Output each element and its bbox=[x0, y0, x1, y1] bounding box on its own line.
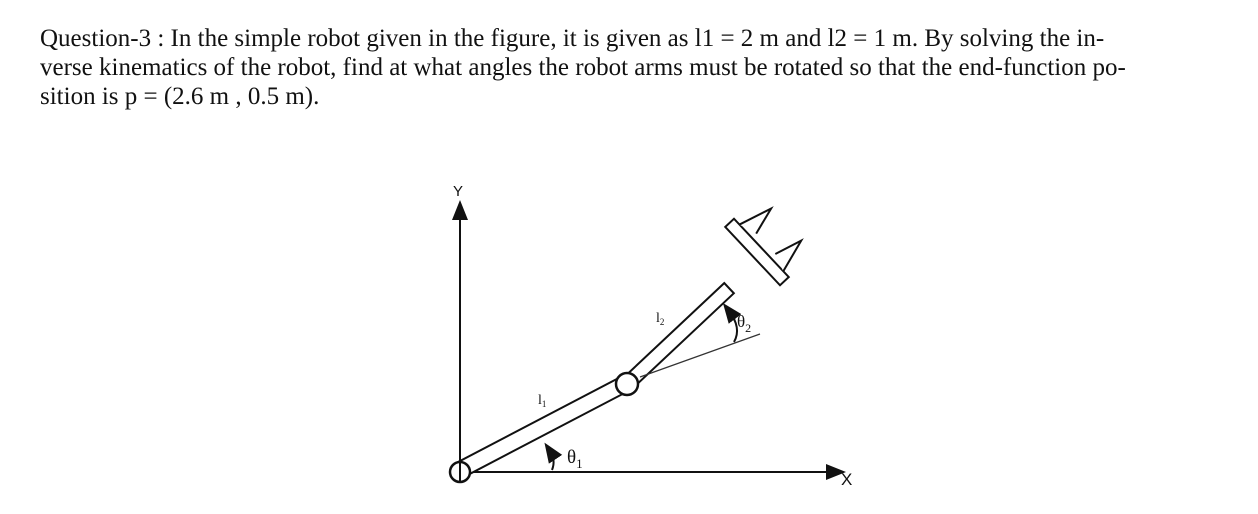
question-line-3: sition is p = (2.6 m , 0.5 m). bbox=[40, 83, 320, 110]
end-effector-gripper bbox=[725, 195, 813, 285]
theta1-label: $\theta_1$ bbox=[567, 447, 583, 471]
theta2-label: $\theta_2$ bbox=[737, 312, 752, 335]
y-axis-label: Y bbox=[453, 183, 464, 200]
x-axis-label: X bbox=[841, 470, 853, 489]
question-line-2: verse kinematics of the robot, find at what angles the robot arms must be rotated so that the end-function po- bbox=[40, 54, 1126, 81]
theta1-arc bbox=[550, 451, 554, 470]
elbow-joint bbox=[616, 373, 638, 395]
base-joint bbox=[450, 462, 470, 482]
link2-label: $l_2$ bbox=[656, 311, 665, 327]
link-2 bbox=[622, 283, 734, 389]
link1-label: $l_1$ bbox=[538, 393, 547, 409]
link-1 bbox=[456, 377, 627, 477]
question-line-1: Question-3 : In the simple robot given in the figure, it is given as l1 = 2 m and l2 = 1 m. By solving the in- bbox=[40, 25, 1105, 52]
theta2-arc bbox=[729, 311, 737, 342]
